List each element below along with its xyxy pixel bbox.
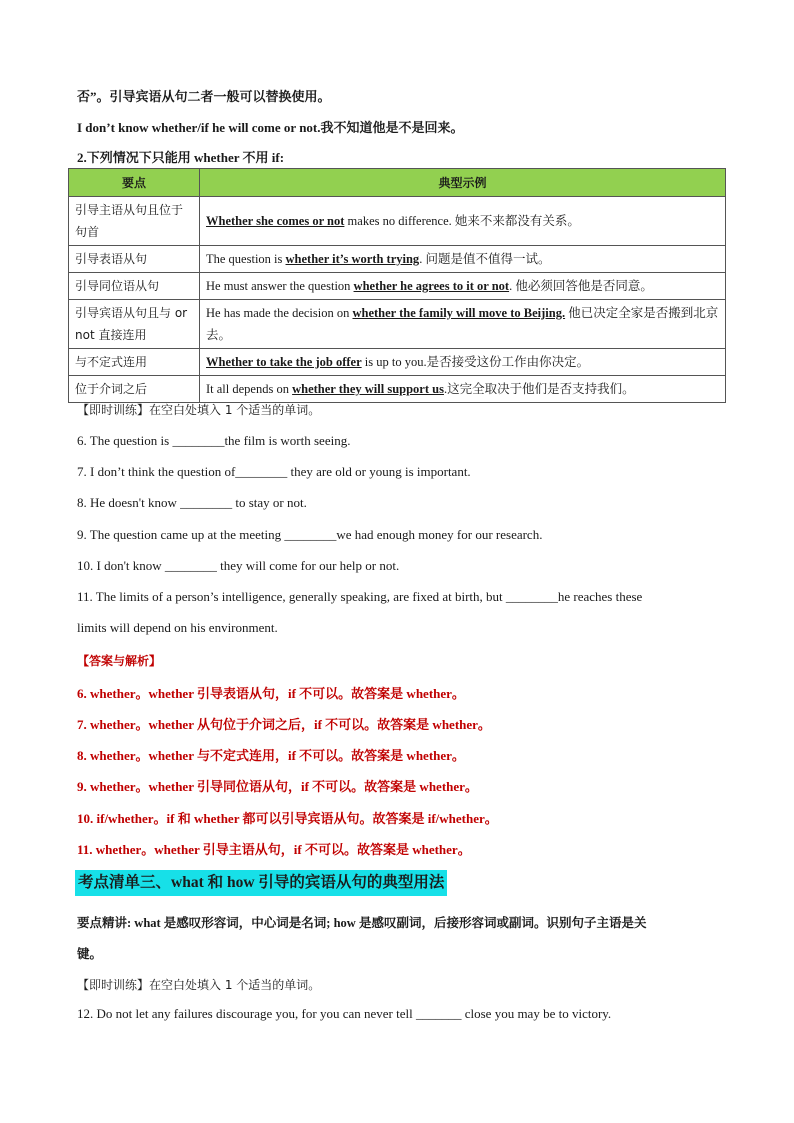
example-underlined-clause: Whether she comes or not	[206, 214, 345, 228]
rule-heading: 2.下列情况下只能用 whether 不用 if:	[77, 150, 285, 165]
table-cell-key: 与不定式连用	[69, 349, 200, 376]
question-11-line-1: 11. The limits of a person’s intelligence, generally speaking, are fixed at birth, but ________he reaches these	[77, 589, 643, 604]
table-cell-example	[200, 197, 726, 246]
table-row	[69, 349, 726, 376]
table-row	[69, 300, 726, 349]
whether-usage-table	[68, 168, 726, 403]
answer-6: 6. whether。whether 引导表语从句，if 不可以。故答案是 whether。	[77, 686, 465, 701]
answer-11: 11. whether。whether 引导主语从句，if 不可以。故答案是 whether。	[77, 842, 471, 857]
table-row	[69, 246, 726, 273]
question-9: 9. The question came up at the meeting ________we had enough money for our research.	[77, 527, 543, 542]
table-cell-example	[200, 349, 726, 376]
section-3-note-line-1: 要点精讲: what 是感叹形容词，中心词是名词; how 是感叹副词，后接形容词或副词。识别句子主语是关	[77, 916, 647, 930]
table-cell-example	[200, 376, 726, 403]
example-prefix: It all depends on	[206, 382, 293, 396]
table-header-key: 要点	[69, 169, 200, 197]
example-prefix: He must answer the question	[206, 279, 354, 293]
example-underlined-clause: whether they will support us	[292, 382, 444, 396]
answer-8: 8. whether。whether 与不定式连用，if 不可以。故答案是 whether。	[77, 748, 465, 763]
answer-10: 10. if/whether。if 和 whether 都可以引导宾语从句。故答案是 if/whether。	[77, 811, 498, 826]
practice-2-title: 【即时训练】在空白处填入 1 个适当的单词。	[77, 978, 321, 992]
practice-title: 【即时训练】在空白处填入 1 个适当的单词。	[77, 403, 321, 417]
answer-9: 9. whether。whether 引导同位语从句，if 不可以。故答案是 whether。	[77, 779, 478, 794]
example-underlined-clause: Whether to take the job offer	[206, 355, 362, 369]
example-prefix: The question is	[206, 252, 286, 266]
table-cell-key: 引导主语从句且位于句首	[69, 197, 200, 246]
table-cell-key: 引导同位语从句	[69, 273, 200, 300]
example-underlined-clause: whether the family will move to Beijing.	[352, 306, 566, 320]
table-cell-example	[200, 300, 726, 349]
example-suffix: makes no difference. 她来不来都没有关系。	[344, 214, 580, 228]
table-cell-example	[200, 246, 726, 273]
question-7: 7. I don’t think the question of________ they are old or young is important.	[77, 464, 471, 479]
table-cell-key: 位于介词之后	[69, 376, 200, 403]
table-cell-key: 引导宾语从句且与 or not 直接连用	[69, 300, 200, 349]
section-3-note-line-2: 键。	[77, 947, 103, 961]
example-suffix: .这完全取决于他们是否支持我们。	[443, 382, 635, 396]
table-row	[69, 273, 726, 300]
question-8: 8. He doesn't know ________ to stay or not.	[77, 495, 307, 510]
intro-line-1: 否”。引导宾语从句二者一般可以替换使用。	[77, 89, 331, 104]
answer-7: 7. whether。whether 从句位于介词之后，if 不可以。故答案是 whether。	[77, 717, 491, 732]
table-header-row	[69, 169, 726, 197]
question-10: 10. I don't know ________ they will come for our help or not.	[77, 558, 400, 573]
table-header-example: 典型示例	[200, 169, 726, 197]
example-suffix: . 他必须回答他是否同意。	[509, 279, 653, 293]
example-underlined-clause: whether he agrees to it or not	[353, 279, 510, 293]
example-prefix: He has made the decision on	[206, 306, 353, 320]
example-suffix: is up to you.是否接受这份工作由你决定。	[361, 355, 590, 369]
question-12: 12. Do not let any failures discourage you, for you can never tell _______ close you may be to victory.	[77, 1006, 612, 1021]
intro-example-cn: 我不知道他是不是回来。	[320, 120, 464, 135]
example-suffix: 他已决定全家是否搬到北京去。	[206, 306, 719, 342]
question-11-line-2: limits will depend on his environment.	[77, 620, 278, 635]
answers-title: 【答案与解析】	[77, 654, 162, 668]
intro-example	[77, 117, 724, 136]
question-6: 6. The question is ________the film is worth seeing.	[77, 433, 351, 448]
table-row	[69, 376, 726, 403]
table-cell-example	[200, 273, 726, 300]
intro-example-en: I don’t know whether/if he will come or not.	[77, 120, 321, 135]
section-3-heading: 考点清单三、what 和 how 引导的宾语从句的典型用法	[75, 870, 447, 896]
table-row	[69, 197, 726, 246]
table-cell-key: 引导表语从句	[69, 246, 200, 273]
example-suffix: . 问题是值不值得一试。	[419, 252, 551, 266]
example-underlined-clause: whether it’s worth trying	[285, 252, 420, 266]
